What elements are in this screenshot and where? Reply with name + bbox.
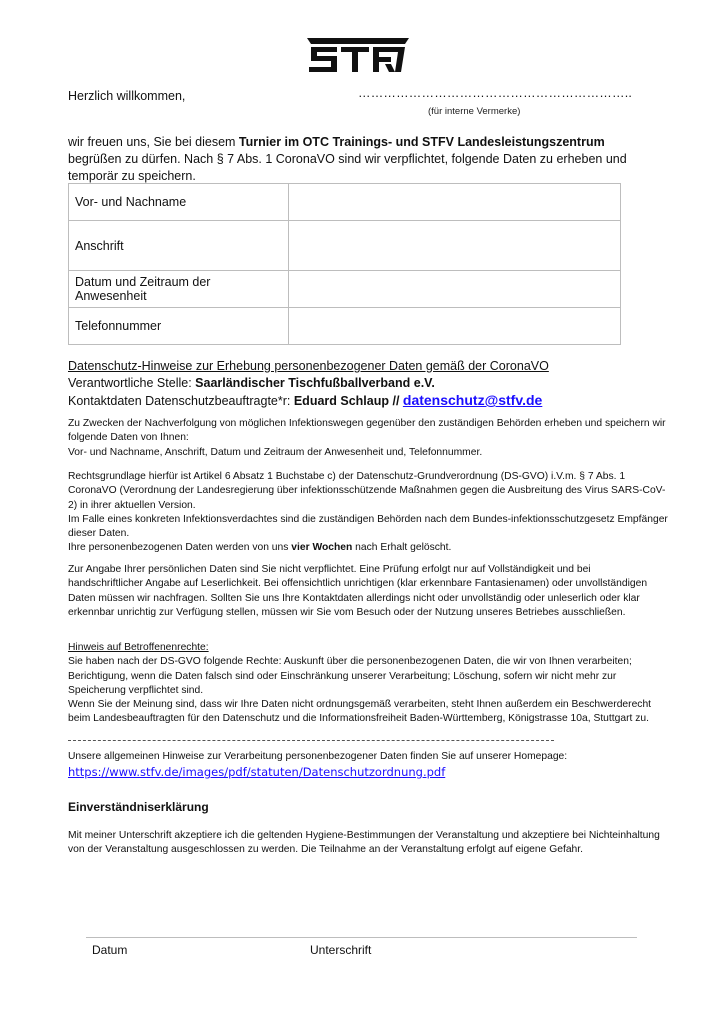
form-label: Datum und Zeitraum der Anwesenheit [69,271,289,308]
internal-note-label: (für interne Vermerke) [428,106,521,117]
form-row-phone [69,308,621,345]
responsible-party: Verantwortliche Stelle: Saarländischer Tischfußballverband e.V. [68,376,435,390]
form-row-address [69,221,621,271]
contact-form-table [68,183,621,345]
date-label: Datum [92,943,128,957]
internal-note-field[interactable]: ……………………………………………………….. [358,86,633,100]
intro-paragraph: wir freuen uns, Sie bei diesem Turnier im OTC Trainings- und STFV Landesleistungszentrum begrüßen zu dürfen. Nach § 7 Abs. 1 CoronaVO sind wir verpflichtet, folgende Daten zu erheben und temporär zu speichern. [68,135,627,183]
greeting: Herzlich willkommen, [68,89,186,103]
rights-paragraph: Hinweis auf Betroffenenrechte: Sie haben nach der DS-GVO folgende Rechte: Auskunft über die personenbezogenen Daten, die wir von Ihnen verarbeiten; Berichtigung, wenn die Daten falsch sind oder Einschränkung unserer Verarbeitung; Löschung, sofern wir nicht mehr zur Speicherung verpflichtet sind. Wenn Sie der Meinung sind, dass wir Ihre Daten nicht ordnungsgemäß verarbeiten, steht Ihnen außerdem ein Beschwerderecht beim Landesbeauftragten für den Datenschutz und die Informationsfreiheit Baden-Württemberg, Königstrasse 10a, Stuttgart zu. [68,641,668,727]
form-row-date [69,271,621,308]
address-field[interactable] [289,221,621,271]
stfv-logo [307,38,409,74]
date-attendance-field[interactable] [289,271,621,308]
form-label: Telefonnummer [69,308,289,345]
contact-email-link[interactable]: datenschutz@stfv.de [402,392,543,408]
dashed-separator [68,740,554,741]
consent-text: Mit meiner Unterschrift akzeptiere ich die geltenden Hygiene-Bestimmungen der Veranstaltung und akzeptiere bei Nichteinhaltung von der Veranstaltung ausgeschlossen zu werden. Die Teilnahme an der Veranstaltung erfolgt auf eigene Gefahr. [68,830,660,856]
form-row-name [69,184,621,221]
signature-label: Unterschrift [310,943,372,957]
voluntary-paragraph: Zur Angabe Ihrer persönlichen Daten sind Sie nicht verpflichtet. Eine Prüfung erfolgt nur auf Vollständigkeit und bei handschriftlicher Angabe auf Leserlichkeit. Bei offensichtlich unrichtigen (klar erkennbare Fantasienamen) oder unvollständigen Daten müssen wir nachfragen. Sollten Sie uns Ihre Kontaktdaten allerdings nicht oder unvollständig oder unleserlich oder klar erkennbar unrichtig zur Verfügung stellen, müssen wir Sie vom Besuch oder der Nutzung unseres Betriebes ausschließen. [68,564,648,618]
name-field[interactable] [289,184,621,221]
privacy-title: Datenschutz-Hinweise zur Erhebung personenbezogener Daten gemäß der CoronaVO [68,359,549,373]
form-label: Vor- und Nachname [69,184,289,221]
privacy-policy-link[interactable]: https://www.stfv.de/images/pdf/statuten/Datenschutzordnung.pdf [68,765,446,779]
homepage-note: Unsere allgemeinen Hinweise zur Verarbeitung personenbezogener Daten finden Sie auf unserer Homepage: [68,751,568,762]
privacy-contact: Kontaktdaten Datenschutzbeauftragte*r: Eduard Schlaup // datenschutz@stfv.de [68,392,543,408]
rights-title: Hinweis auf Betroffenenrechte: [68,642,209,653]
form-label: Anschrift [69,221,289,271]
legal-basis-paragraph: Rechtsgrundlage hierfür ist Artikel 6 Absatz 1 Buchstabe c) der Datenschutz-Grundverordnung (DS-GVO) i.V.m. § 7 Abs. 1 CoronaVO (Verordnung der Landesregierung über infektionsschützende Maßnahmen gegen die Ausbreitung des Virus SARS-CoV-2) in ihrer aktuellen Version. Im Falle eines konkreten Infektionsverdachtes sind die zuständigen Behörden nach dem Bundes-infektionsschutzgesetz Empfänger dieser Daten. Ihre personenbezogenen Daten werden von uns vier Wochen nach Erhalt gelöscht. [68,471,668,554]
purpose-paragraph: Zu Zwecken der Nachverfolgung von möglichen Infektionswegen gegenüber den zuständigen Behörden erheben und speichern wir folgende Daten von Ihnen: Vor- und Nachname, Anschrift, Datum und Zeitraum der Anwesenheit und, Telefonnummer. [68,418,666,458]
signature-line[interactable] [86,937,637,938]
consent-title: Einverständniserklärung [68,800,209,814]
phone-field[interactable] [289,308,621,345]
